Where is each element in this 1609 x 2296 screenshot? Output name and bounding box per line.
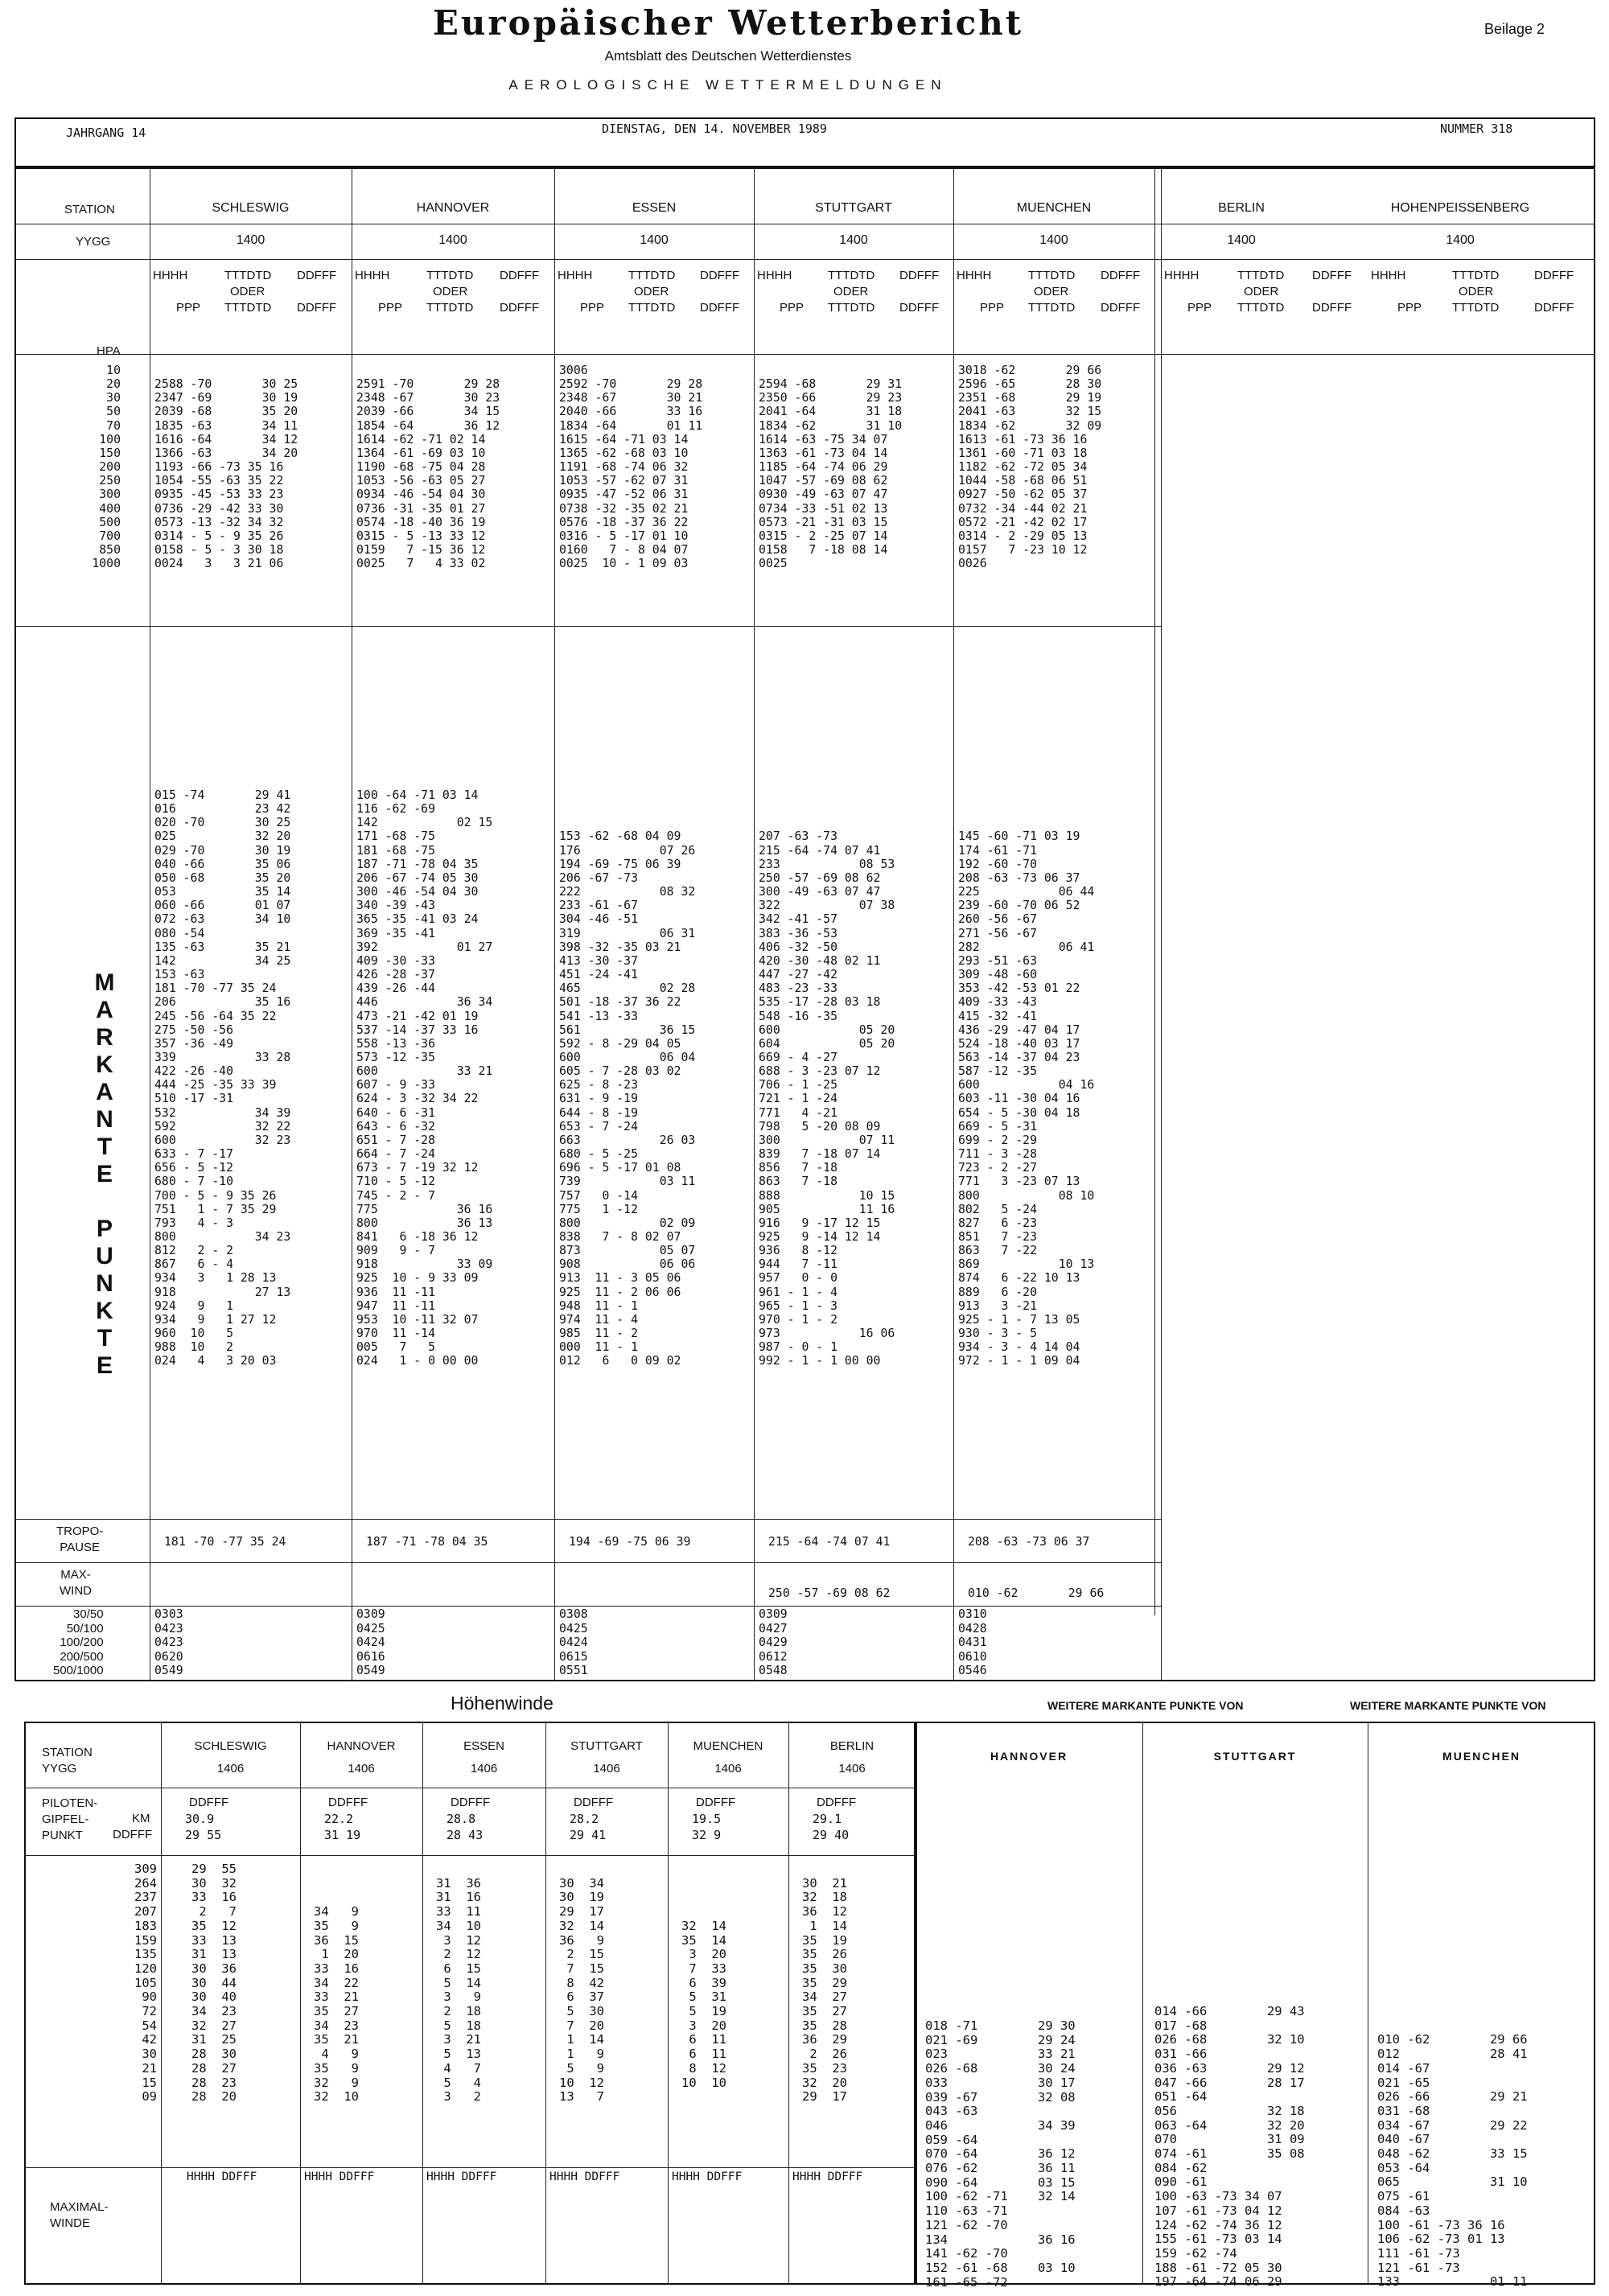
supplement-label: Beilage 2	[1484, 21, 1545, 37]
column-header-dd: DDFFF	[297, 301, 337, 315]
column-header-tt: TTTDTD	[224, 269, 272, 282]
summit-wind: 28 43	[446, 1828, 484, 1842]
station-name: BERLIN	[829, 1739, 874, 1753]
column-header-oder: ODER	[833, 285, 869, 298]
station-label: STATION	[42, 1746, 93, 1759]
column-header-dd: DDFFF	[1534, 301, 1574, 315]
layer-labels: 30/50 50/100 100/200 200/500 500/1000	[53, 1607, 104, 1677]
significant-points-letter	[88, 1188, 121, 1216]
station-time: 1406	[714, 1762, 742, 1775]
column-header-tt: TTTDTD	[1452, 269, 1500, 282]
hpa-label: HPA	[97, 344, 121, 358]
column-header-tt: TTTDTD	[1237, 269, 1285, 282]
further-points-stuttgart: 014 -66 29 43 017 -68 026 -68 32 10 031 -66 036 -63 29 12 047 -66 28 17 051 -64 056 32 18 063 -64 32 20 070 31 09 074 -61 35 08 084 -62 090 -61 100 -63 -73 34 07 107 -61 -73 04 12 124 -62 -74 36 12 155 -61 -73 03 14 159 -62 -74 188 -61 -72 05 30 197 -64 -74 06 29	[1154, 2004, 1305, 2290]
max-wind-header: HHHH DDFFF	[187, 2171, 257, 2183]
ddfff-label: DDFFF	[696, 1796, 736, 1809]
column-header-oder: ODER	[1034, 285, 1069, 298]
section-title: AEROLOGISCHE WETTERMELDUNGEN	[508, 77, 948, 93]
significant-points-letter: A	[96, 997, 113, 1023]
column-header-tt: TTTDTD	[1028, 269, 1076, 282]
summit-height: 29.1	[813, 1812, 842, 1826]
winds-muenchen: 32 14 35 14 3 20 7 33 6 39 5 31 5 19 3 20 6 11 6 11 8 12 10 10	[681, 1918, 726, 2090]
station-name: HANNOVER	[416, 201, 490, 215]
summit-height: 28.2	[570, 1812, 599, 1826]
further-station: STUTTGART	[1213, 1750, 1297, 1763]
column-header-tt: TTTDTD	[426, 269, 474, 282]
sig-points-hannover: 100 -64 -71 03 14 116 -62 -69 142 02 15 171 -68 -75 181 -68 -75 187 -71 -78 04 35 206 -67 -74 05 30 300 -46 -54 04 30 340 -39 -43 365 -35 -41 03 24 369 -35 -41 392 01 27 409 -30 -33 426 -28 -37 439 -26 -44 446 36 34 473 -21 -42 01 19 537 -14 -37 33 16 558 -13 -36 573 -12 -35 600 33 21 607 - 9 -33 624 - 3 -32 34 22 640 - 6 -31 643 - 6 -32 651 - 7 -28 664 - 7 -24 673 - 7 -19 32 12 710 - 5 -12 745 - 2 - 7 775 36 16 800 36 13 841 6 -18 36 12 909 9 - 7 918 33 09 925 10 - 9 33 09 936 11 -11 947 11 -11 953 10 -11 32 07 970 11 -14 005 7 5 024 1 - 0 00 00	[356, 788, 493, 1368]
sig-points-schleswig: 015 -74 29 41 016 23 42 020 -70 30 25 025 32 20 029 -70 30 19 040 -66 35 06 050 -68 35 20 053 35 14 060 -66 01 07 072 -63 34 10 080 -54 135 -63 35 21 142 34 25 153 -63 181 -70 -77 35 24 206 35 16 245 -56 -64 35 22 275 -50 -56 357 -36 -49 339 33 28 422 -26 -40 444 -25 -35 33 39 510 -17 -31 532 34 39 592 32 22 600 32 23 633 - 7 -17 656 - 5 -12 680 - 7 -10 700 - 5 - 9 35 26 751 1 - 7 35 29 793 4 - 3 800 34 23 812 2 - 2 867 6 - 4 934 3 1 28 13 918 27 13 924 9 1 934 9 1 27 12 960 10 5 988 10 2 024 4 3 20 03	[154, 788, 291, 1368]
column-header-tt2: TTTDTD	[426, 301, 474, 315]
std-levels-schleswig: 2588 -70 30 25 2347 -69 30 19 2039 -68 35 20 1835 -63 34 11 1616 -64 34 12 1366 -63 34 20 1193 -66 -73 35 16 1054 -55 -63 35 22 0935 -45 -53 33 23 0736 -29 -42 33 30 0573 -13 -32 34 32 0314 - 5 - 9 35 26 0158 - 5 - 3 30 18 0024 3 3 21 06	[154, 377, 298, 571]
pressure-levels: 10 20 30 50 70 100 150 200 250 300 400 500 700 850 1000	[92, 364, 121, 571]
column-header-hhhh: HHHH	[1371, 269, 1406, 282]
ddfff-label: DDFFF	[817, 1796, 857, 1809]
std-levels-essen: 3006 2592 -70 29 28 2348 -67 30 21 2040 -66 33 16 1834 -64 01 11 1615 -64 -71 03 14 1365 -62 -68 03 10 1191 -68 -74 06 32 1053 -57 -62 07 31 0935 -47 -52 06 31 0738 -32 -35 02 21 0576 -18 -37 36 22 0316 - 5 -17 01 10 0160 7 - 8 04 07 0025 10 - 1 09 03	[559, 364, 703, 571]
issue-date: DIENSTAG, DEN 14. NOVEMBER 1989	[602, 121, 827, 136]
column-header-dd: DDFFF	[700, 269, 740, 282]
layer-thickness: 0308 0425 0424 0615 0551	[559, 1607, 588, 1677]
significant-points-letter: A	[96, 1079, 113, 1105]
column-header-tt2: TTTDTD	[828, 301, 875, 315]
further-points-heading: WEITERE MARKANTE PUNKTE VON	[1047, 1699, 1244, 1712]
layer-thickness: 0309 0425 0424 0616 0549	[356, 1607, 385, 1677]
sig-points-muenchen: 145 -60 -71 03 19 174 -61 -71 192 -60 -70 208 -63 -73 06 37 225 06 44 239 -60 -70 06 52 260 -56 -67 271 -56 -67 282 06 41 293 -51 -63 309 -48 -60 353 -42 -53 01 22 409 -33 -43 415 -32 -41 436 -29 -47 04 17 524 -18 -40 03 17 563 -14 -37 04 23 587 -12 -35 600 04 16 603 -11 -30 04 16 654 - 5 -30 04 18 669 - 5 -31 699 - 2 -29 711 - 3 -28 723 - 2 -27 771 3 -23 07 13 800 08 10 802 5 -24 827 6 -23 851 7 -23 863 7 -22 869 10 13 874 6 -22 10 13 889 6 -20 913 3 -21 925 - 1 - 7 13 05 930 - 3 - 5 934 - 3 - 4 14 04 972 - 1 - 1 09 04	[958, 829, 1095, 1368]
station-time: 1400	[1039, 233, 1068, 247]
layer-thickness: 0310 0428 0431 0610 0546	[958, 1607, 987, 1677]
column-header-hhhh: HHHH	[1164, 269, 1200, 282]
column-header-hhhh: HHHH	[558, 269, 593, 282]
station-name: SCHLESWIG	[212, 201, 290, 215]
tropopause-value: 181 -70 -77 35 24	[164, 1535, 286, 1549]
summit-wind: 29 55	[185, 1828, 222, 1842]
max-wind-header: HHHH DDFFF	[549, 2171, 620, 2183]
column-header-hhhh: HHHH	[957, 269, 992, 282]
column-header-dd: DDFFF	[1101, 269, 1141, 282]
station-name: MUENCHEN	[1016, 201, 1092, 215]
page-subtitle: Amtsblatt des Deutschen Wetterdienstes	[604, 48, 852, 64]
pilot-label: PILOTEN- GIPFEL- PUNKT	[42, 1796, 98, 1842]
column-header-ppp: PPP	[980, 301, 1005, 315]
page-title: Europäischer Wetterbericht	[432, 3, 1024, 43]
column-header-ppp: PPP	[580, 301, 605, 315]
station-time: 1400	[640, 233, 669, 247]
significant-points-letter: T	[97, 1325, 113, 1352]
layer-thickness: 0309 0427 0429 0612 0548	[759, 1607, 788, 1677]
summit-height: 28.8	[446, 1812, 476, 1826]
station-time: 1406	[470, 1762, 498, 1775]
ddfff-label: DDFFF	[328, 1796, 368, 1809]
column-header-ppp: PPP	[1187, 301, 1212, 315]
summit-wind: 29 41	[570, 1828, 607, 1842]
std-levels-hannover: 2591 -70 29 28 2348 -67 30 23 2039 -66 34 15 1854 -64 36 12 1614 -62 -71 02 14 1364 -61 -69 03 10 1190 -68 -75 04 28 1053 -56 -63 05 27 0934 -46 -54 04 30 0736 -31 -35 01 27 0574 -18 -40 36 19 0315 - 5 -13 33 12 0159 7 -15 36 12 0025 7 4 33 02	[356, 377, 500, 571]
column-header-dd: DDFFF	[700, 301, 740, 315]
station-time: 1406	[838, 1762, 866, 1775]
station-name: ESSEN	[463, 1739, 504, 1753]
significant-points-letter: U	[96, 1243, 113, 1269]
column-header-hhhh: HHHH	[757, 269, 792, 282]
column-header-ppp: PPP	[176, 301, 201, 315]
volume-label: JAHRGANG 14	[66, 125, 146, 140]
column-header-dd: DDFFF	[1101, 301, 1141, 315]
significant-points-letter: E	[96, 1161, 113, 1187]
layer-thickness: 0303 0423 0423 0620 0549	[154, 1607, 183, 1677]
tropopause-value: 187 -71 -78 04 35	[366, 1535, 488, 1549]
column-header-tt2: TTTDTD	[1237, 301, 1285, 315]
column-header-dd: DDFFF	[1312, 301, 1352, 315]
summit-height: 19.5	[692, 1812, 722, 1826]
column-header-dd: DDFFF	[899, 269, 940, 282]
station-time: 1406	[216, 1762, 245, 1775]
sig-points-stuttgart: 207 -63 -73 215 -64 -74 07 41 233 08 53 250 -57 -69 08 62 300 -49 -63 07 47 322 07 38 342 -41 -57 383 -36 -53 406 -32 -50 420 -30 -48 02 11 447 -27 -42 483 -23 -33 535 -17 -28 03 18 548 -16 -35 600 05 20 604 05 20 669 - 4 -27 688 - 3 -23 07 12 706 - 1 -25 721 - 1 -24 771 4 -21 798 5 -20 08 09 300 07 11 839 7 -18 07 14 856 7 -18 863 7 -18 888 10 15 905 11 16 916 9 -17 12 15 925 9 -14 12 14 936 8 -12 944 7 -11 957 0 - 0 961 - 1 - 4 965 - 1 - 3 970 - 1 - 2 973 16 06 987 - 0 - 1 992 - 1 - 1 00 00	[759, 829, 895, 1368]
summit-wind: 29 40	[813, 1828, 850, 1842]
column-header-oder: ODER	[433, 285, 468, 298]
station-name: SCHLESWIG	[194, 1739, 267, 1753]
column-header-hhhh: HHHH	[355, 269, 390, 282]
further-points-heading: WEITERE MARKANTE PUNKTE VON	[1350, 1699, 1546, 1712]
issue-number: NUMMER 318	[1440, 121, 1513, 136]
station-name: STUTTGART	[570, 1739, 643, 1753]
station-time: 1400	[1227, 233, 1256, 247]
max-wind-header: HHHH DDFFF	[672, 2171, 743, 2183]
ddfff-label: DDFFF	[451, 1796, 491, 1809]
significant-points-letter: K	[96, 1051, 113, 1078]
upper-winds-title: Höhenwinde	[451, 1693, 553, 1714]
max-wind-header: HHHH DDFFF	[426, 2171, 497, 2183]
tropopause-value: 208 -63 -73 06 37	[968, 1535, 1090, 1549]
max-wind-header: HHHH DDFFF	[792, 2171, 863, 2183]
altitudes: 309 264 237 207 183 159 135 120 105 90 72 54 42 30 21 15 09	[134, 1862, 157, 2105]
station-name: HANNOVER	[327, 1739, 396, 1753]
significant-points-letter: P	[96, 1216, 113, 1242]
winds-schleswig: 29 55 30 32 33 16 2 7 35 12 33 13 31 13 30 36 30 44 30 40 34 23 32 27 31 25 28 30 28 27 28 23 28 20	[191, 1862, 237, 2105]
column-header-oder: ODER	[1459, 285, 1494, 298]
column-header-ppp: PPP	[1397, 301, 1422, 315]
station-time: 1400	[236, 233, 265, 247]
significant-points-letter: R	[96, 1024, 113, 1051]
column-header-tt2: TTTDTD	[1452, 301, 1500, 315]
column-header-dd: DDFFF	[500, 301, 540, 315]
station-time: 1400	[438, 233, 467, 247]
significant-points-letter: N	[96, 1270, 113, 1297]
column-header-oder: ODER	[634, 285, 669, 298]
tropopause-value: 215 -64 -74 07 41	[768, 1535, 891, 1549]
station-name: HOHENPEISSENBERG	[1390, 201, 1530, 215]
further-station: MUENCHEN	[1442, 1750, 1521, 1763]
maxwind-value: 010 -62 29 66	[968, 1586, 1105, 1600]
station-name: BERLIN	[1218, 201, 1265, 215]
ddfff-label: DDFFF	[113, 1828, 153, 1841]
further-station: HANNOVER	[990, 1750, 1068, 1763]
significant-points-letter: K	[96, 1298, 113, 1324]
std-levels-stuttgart: 2594 -68 29 31 2350 -66 29 23 2041 -64 31 18 1834 -62 31 10 1614 -63 -75 34 07 1363 -61 -73 04 14 1185 -64 -74 06 29 1047 -57 -69 08 62 0930 -49 -63 07 47 0734 -33 -51 02 13 0573 -21 -31 03 15 0315 - 2 -25 07 14 0158 7 -18 08 14 0025	[759, 377, 903, 571]
ddfff-label: DDFFF	[574, 1796, 614, 1809]
yygg-label: YYGG	[42, 1762, 77, 1775]
tropopause-value: 194 -69 -75 06 39	[569, 1535, 691, 1549]
column-header-dd: DDFFF	[297, 269, 337, 282]
column-header-ppp: PPP	[780, 301, 804, 315]
column-header-dd: DDFFF	[899, 301, 940, 315]
further-points-hannover: 018 -71 29 30 021 -69 29 24 023 33 21 026 -68 30 24 033 30 17 039 -67 32 08 043 -63 046 34 39 059 -64 070 -64 36 12 076 -62 36 11 090 -64 03 15 100 -62 -71 32 14 110 -63 -71 121 -62 -70 134 36 16 141 -62 -70 152 -61 -68 03 10 161 -65 -72	[925, 2018, 1076, 2290]
station-name: ESSEN	[632, 201, 677, 215]
max-wind-header: HHHH DDFFF	[304, 2171, 375, 2183]
maxwind-value: 250 -57 -69 08 62	[768, 1586, 891, 1600]
column-header-tt: TTTDTD	[828, 269, 875, 282]
column-header-dd: DDFFF	[1534, 269, 1574, 282]
significant-points-letter: E	[96, 1352, 113, 1379]
significant-points-letter: M	[94, 969, 115, 996]
station-name: STUTTGART	[815, 201, 892, 215]
maxwind-label: MAX- WIND	[60, 1568, 92, 1598]
column-header-dd: DDFFF	[1312, 269, 1352, 282]
station-time: 1406	[348, 1762, 375, 1775]
column-header-oder: ODER	[230, 285, 265, 298]
station-time: 1400	[839, 233, 868, 247]
km-label: KM	[132, 1812, 150, 1825]
significant-points-letter: N	[96, 1106, 113, 1133]
column-header-dd: DDFFF	[500, 269, 540, 282]
winds-berlin: 30 21 32 18 36 12 1 14 35 19 35 26 35 30 35 29 34 27 35 27 35 28 36 29 2 26 35 23 32 20 29 17	[802, 1875, 847, 2105]
station-name: MUENCHEN	[693, 1739, 763, 1753]
column-header-tt2: TTTDTD	[1028, 301, 1076, 315]
max-winds-label: MAXIMAL- WINDE	[50, 2200, 109, 2230]
summit-wind: 32 9	[692, 1828, 722, 1842]
winds-essen: 31 36 31 16 33 11 34 10 3 12 2 12 6 15 5 14 3 9 2 18 5 18 3 21 5 13 4 7 5 4 3 2	[436, 1875, 481, 2105]
tropopause-label: TROPO- PAUSE	[56, 1524, 104, 1554]
yygg-label: YYGG	[76, 235, 111, 249]
column-header-tt2: TTTDTD	[628, 301, 676, 315]
winds-stuttgart: 30 34 30 19 29 17 32 14 36 9 2 15 7 15 8 42 6 37 5 30 7 20 1 14 1 9 5 9 10 12 13 7	[559, 1875, 604, 2105]
further-points-muenchen: 010 -62 29 66 012 28 41 014 -67 021 -65 026 -66 29 21 031 -68 034 -67 29 22 040 -67 048 -62 33 15 053 -64 065 31 10 075 -61 084 -63 100 -61 -73 36 16 106 -62 -73 01 13 111 -61 -73 121 -61 -73 133 01 11	[1377, 2032, 1528, 2290]
summit-height: 30.9	[185, 1812, 215, 1826]
column-header-tt2: TTTDTD	[224, 301, 272, 315]
summit-wind: 31 19	[324, 1828, 361, 1842]
column-header-oder: ODER	[1244, 285, 1279, 298]
station-time: 1406	[593, 1762, 620, 1775]
sig-points-essen: 153 -62 -68 04 09 176 07 26 194 -69 -75 06 39 206 -67 -73 222 08 32 233 -61 -67 304 -46 -51 319 06 31 398 -32 -35 03 21 413 -30 -37 451 -24 -41 465 02 28 501 -18 -37 36 22 541 -13 -33 561 36 15 592 - 8 -29 04 05 600 06 04 605 - 7 -28 03 02 625 - 8 -23 631 - 9 -19 644 - 8 -19 653 - 7 -24 663 26 03 680 - 5 -25 696 - 5 -17 01 08 739 03 11 757 0 -14 775 1 -12 800 02 09 838 7 - 8 02 07 873 05 07 908 06 06 913 11 - 3 05 06 925 11 - 2 06 06 948 11 - 1 974 11 - 4 985 11 - 2 000 11 - 1 012 6 0 09 02	[559, 829, 696, 1368]
significant-points-label	[88, 969, 121, 1380]
column-header-ppp: PPP	[378, 301, 403, 315]
summit-height: 22.2	[324, 1812, 354, 1826]
significant-points-letter: T	[97, 1134, 113, 1160]
ddfff-label: DDFFF	[189, 1796, 229, 1809]
column-header-hhhh: HHHH	[153, 269, 188, 282]
station-label: STATION	[64, 203, 115, 216]
std-levels-muenchen: 3018 -62 29 66 2596 -65 28 30 2351 -68 29 19 2041 -63 32 15 1834 -62 32 09 1613 -61 -73 36 16 1361 -60 -71 03 18 1182 -62 -72 05 34 1044 -58 -68 06 51 0927 -50 -62 05 37 0732 -34 -44 02 21 0572 -21 -42 02 17 0314 - 2 -29 05 13 0157 7 -23 10 12 0026	[958, 364, 1102, 571]
station-time: 1400	[1446, 233, 1475, 247]
winds-hannover: 34 9 35 9 36 15 1 20 33 16 34 22 33 21 35 27 34 23 35 21 4 9 35 9 32 9 32 10	[314, 1904, 359, 2105]
column-header-tt: TTTDTD	[628, 269, 676, 282]
